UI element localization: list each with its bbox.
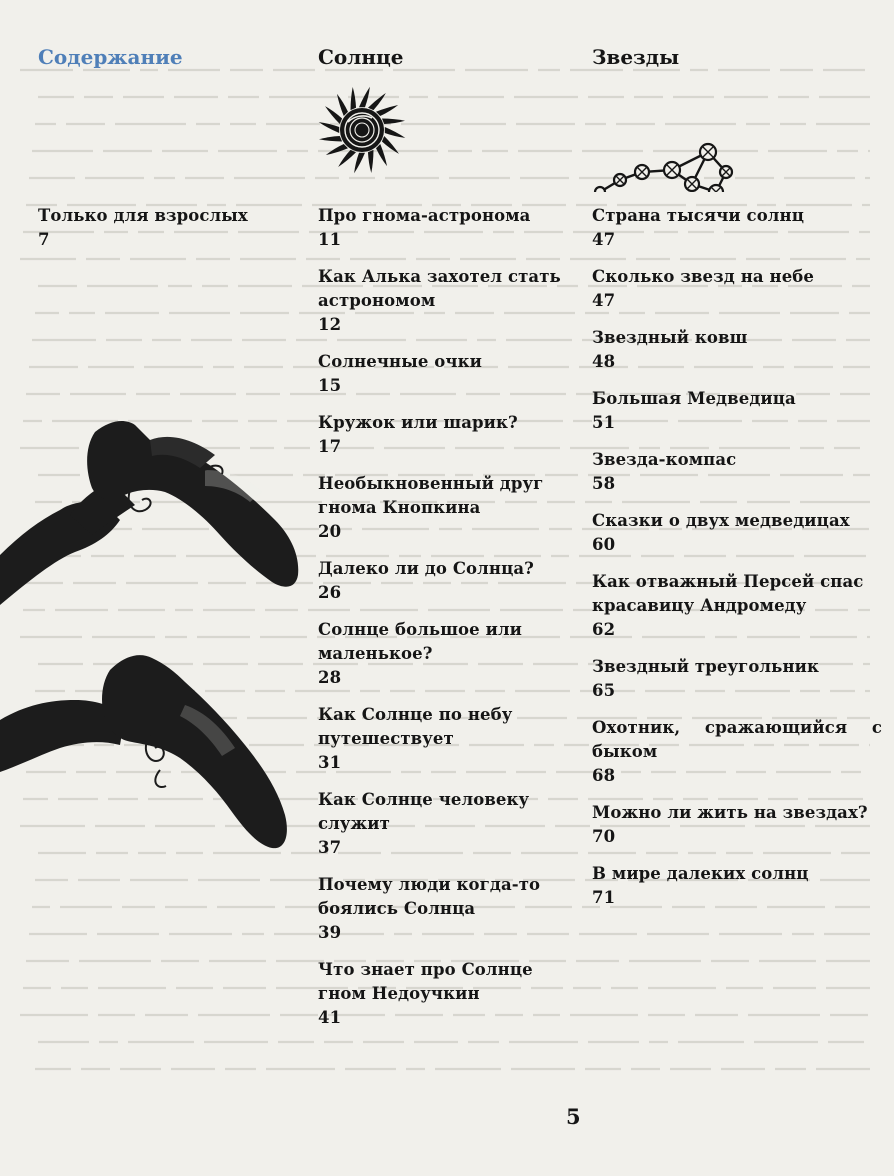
toc-entry[interactable] xyxy=(38,204,298,252)
entry-page: 68 xyxy=(592,766,616,785)
entry-page: 11 xyxy=(318,230,342,249)
entry-page: 20 xyxy=(318,522,342,541)
sun-ray xyxy=(325,106,342,124)
entry-title: Сколько звезд на небе xyxy=(592,267,815,286)
entry-title: Страна тысячи солнц xyxy=(592,206,805,225)
entry-title: В мире далеких солнц xyxy=(592,864,809,883)
entry-title: Как Солнце человеку служит xyxy=(318,790,530,833)
toc-entry[interactable] xyxy=(318,788,580,860)
sun-ray xyxy=(368,150,374,173)
entry-page: 28 xyxy=(318,668,342,687)
sun-heading: Солнце xyxy=(318,45,404,69)
sun-ray xyxy=(319,136,342,142)
sun-ray xyxy=(326,144,348,155)
entry-title: Про гнома-астронома xyxy=(318,206,531,225)
entry-page: 51 xyxy=(592,413,616,432)
entry-page: 62 xyxy=(592,620,616,639)
entry-title: Как отважный Персей спас красавицу Андромеду xyxy=(592,572,864,615)
sun-entries xyxy=(318,204,580,1030)
sun-ray xyxy=(376,144,387,166)
toc-entry[interactable] xyxy=(318,958,580,1030)
entry-title: Только для взрослых xyxy=(38,206,248,225)
toc-entry[interactable] xyxy=(318,204,580,252)
entry-page: 37 xyxy=(318,838,342,857)
constellation-icon xyxy=(592,112,742,192)
entry-page: 26 xyxy=(318,583,342,602)
stars-entries xyxy=(592,204,882,910)
stars-heading: Звезды xyxy=(592,45,680,69)
entry-page: 60 xyxy=(592,535,616,554)
entry-title: Как Солнце по небу путешествует xyxy=(318,705,513,748)
sun-icon xyxy=(312,80,412,180)
sun-ray xyxy=(382,119,405,125)
entry-page: 39 xyxy=(318,923,342,942)
toc-entry[interactable] xyxy=(592,204,882,252)
entry-title: Солнце большое или маленькое? xyxy=(318,620,523,663)
toc-entry[interactable] xyxy=(592,265,882,313)
sun-ray xyxy=(376,105,398,116)
stars-column xyxy=(592,44,882,923)
entry-page: 7 xyxy=(38,230,50,249)
entry-page: 47 xyxy=(592,230,616,249)
entry-title: Почему люди когда-то боялись Солнца xyxy=(318,875,541,918)
toc-entry[interactable] xyxy=(592,509,882,557)
toc-entry[interactable] xyxy=(592,326,882,374)
toc-entry[interactable] xyxy=(592,570,882,642)
entry-title: Далеко ли до Солнца? xyxy=(318,559,534,578)
entry-page: 12 xyxy=(318,315,342,334)
entry-page: 48 xyxy=(592,352,616,371)
toc-entry[interactable] xyxy=(318,411,580,459)
toc-entry[interactable] xyxy=(592,801,882,849)
intro-column xyxy=(38,44,298,265)
toc-entry[interactable] xyxy=(318,350,580,398)
entry-title: Звездный треугольник xyxy=(592,657,819,676)
entry-title: Охотник, сражающийся с быком xyxy=(592,718,882,761)
sun-ray xyxy=(359,87,370,107)
sun-ray xyxy=(337,94,348,116)
entry-title: Как Алька захотел стать астрономом xyxy=(318,267,561,310)
toc-entry[interactable] xyxy=(592,448,882,496)
entry-title: Кружок или шарик? xyxy=(318,413,518,432)
toc-entry[interactable] xyxy=(318,472,580,544)
sun-ray xyxy=(319,122,339,133)
entry-page: 17 xyxy=(318,437,342,456)
entry-page: 58 xyxy=(592,474,616,493)
sun-ray xyxy=(368,93,386,110)
sun-ray xyxy=(351,87,357,110)
toc-entry[interactable] xyxy=(318,618,580,690)
toc-entry[interactable] xyxy=(592,387,882,435)
entry-title: Сказки о двух медведицах xyxy=(592,511,850,530)
toc-entry[interactable] xyxy=(592,655,882,703)
sun-ray xyxy=(338,150,356,167)
toc-entry[interactable] xyxy=(318,703,580,775)
toc-entry[interactable] xyxy=(318,557,580,605)
toc-entry[interactable] xyxy=(318,873,580,945)
entry-page: 41 xyxy=(318,1008,342,1027)
entry-page: 70 xyxy=(592,827,616,846)
page-number: 5 xyxy=(566,1104,581,1129)
entry-page: 15 xyxy=(318,376,342,395)
entry-page: 31 xyxy=(318,753,342,772)
entry-title: Можно ли жить на звездах? xyxy=(592,803,868,822)
intro-entries xyxy=(38,204,298,252)
contents-title: Содержание xyxy=(38,45,183,69)
entry-title: Солнечные очки xyxy=(318,352,482,371)
stars-emblem xyxy=(592,74,882,204)
entry-title: Звезда-компас xyxy=(592,450,737,469)
sun-ray xyxy=(385,127,405,138)
sun-column xyxy=(318,44,580,1043)
entry-title: Необыкновенный друг гнома Кнопкина xyxy=(318,474,544,517)
sun-ray xyxy=(382,136,399,154)
sun-ray xyxy=(354,153,365,173)
entry-title: Что знает про Солнце гном Недоучкин xyxy=(318,960,533,1003)
sun-emblem xyxy=(318,74,580,204)
entry-page: 71 xyxy=(592,888,616,907)
left-emblem-spacer xyxy=(38,74,298,204)
toc-entry[interactable] xyxy=(592,716,882,788)
entry-title: Звездный ковш xyxy=(592,328,748,347)
entry-page: 47 xyxy=(592,291,616,310)
entry-page: 65 xyxy=(592,681,616,700)
toc-entry[interactable] xyxy=(592,862,882,910)
entry-title: Большая Медведица xyxy=(592,389,796,408)
toc-entry[interactable] xyxy=(318,265,580,337)
